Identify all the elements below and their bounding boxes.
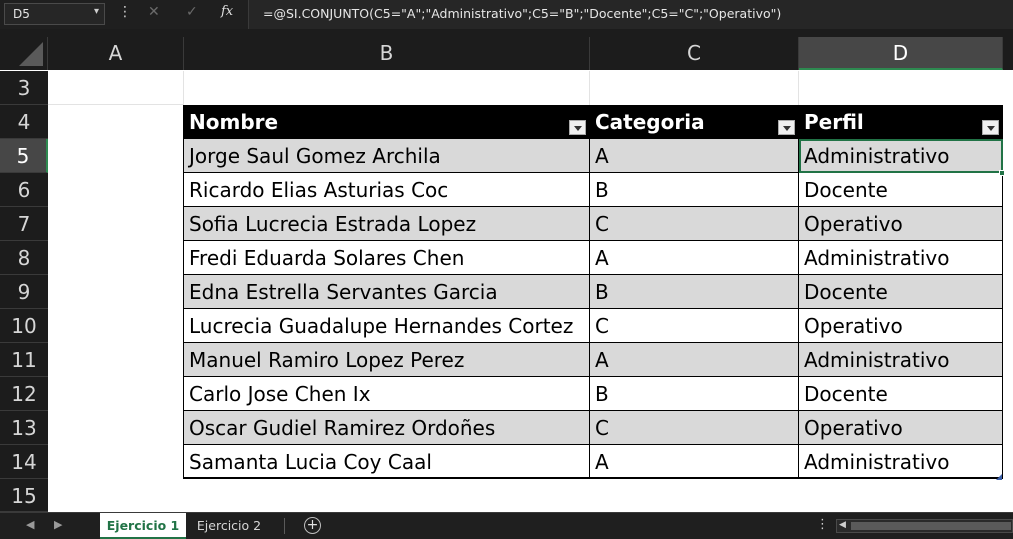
sheet-tab-bar [0,512,1013,539]
insert-function-button[interactable]: fx [221,4,234,19]
filter-dropdown-icon[interactable] [778,120,795,135]
row-header-8[interactable]: 8 [0,241,48,275]
tab-ejercicio-1[interactable]: Ejercicio 1 [100,513,186,539]
column-header-d[interactable]: D [799,37,1003,70]
table-border [183,105,184,479]
formula-bar [0,0,1013,29]
select-all-button[interactable] [0,37,48,70]
fill-handle[interactable] [999,170,1005,176]
table-header-label: Nombre [189,110,279,134]
column-header-c[interactable]: C [590,37,799,70]
tab-divider [284,518,285,534]
table-cell-nombre[interactable]: Sofia Lucrecia Estrada Lopez [184,207,590,241]
table-cell-perfil[interactable]: Docente [799,377,1003,411]
row-header-7[interactable]: 7 [0,207,48,241]
filter-dropdown-icon[interactable] [569,120,586,135]
table-cell-categoria[interactable]: A [590,343,799,377]
scroll-left-icon[interactable]: ◀ [839,520,846,530]
table-cell-nombre[interactable]: Carlo Jose Chen Ix [184,377,590,411]
row-header-9[interactable]: 9 [0,275,48,309]
vertical-dots-icon[interactable]: ⋮ [816,517,829,532]
tab-ejercicio-2[interactable]: Ejercicio 2 [196,518,262,533]
row-header-4[interactable]: 4 [0,105,48,139]
row-header-13[interactable]: 13 [0,411,48,445]
table-cell-categoria[interactable]: C [590,411,799,445]
vertical-dots-icon[interactable]: ⋮ [118,4,132,20]
row-header-12[interactable]: 12 [0,377,48,411]
horizontal-scrollbar[interactable] [836,519,1013,533]
table-header-perfil [799,105,1003,139]
table-cell-categoria[interactable]: B [590,377,799,411]
row-header-10[interactable]: 10 [0,309,48,343]
table-cell-perfil[interactable]: Operativo [799,309,1003,343]
table-cell-perfil[interactable]: Administrativo [799,241,1003,275]
close-icon[interactable]: ✕ [148,4,160,20]
plus-circle-icon[interactable]: + [304,517,321,534]
table-cell-perfil[interactable]: Operativo [799,207,1003,241]
table-cell-perfil[interactable]: Operativo [799,411,1003,445]
table-header-label: Perfil [804,110,864,134]
column-header-a[interactable]: A [48,37,184,70]
row-header-14[interactable]: 14 [0,445,48,479]
check-icon[interactable]: ✓ [186,4,198,20]
table-resize-handle[interactable] [996,474,1002,480]
row-header-3[interactable]: 3 [0,71,48,105]
chevron-down-icon[interactable]: ▾ [93,6,99,17]
table-cell-perfil[interactable]: Administrativo [799,445,1003,479]
table-cell-nombre[interactable]: Fredi Eduarda Solares Chen [184,241,590,275]
table-cell-perfil[interactable]: Administrativo [799,343,1003,377]
table-header-nombre [184,105,590,139]
table-header-categoria [590,105,799,139]
table-cell-categoria[interactable]: A [590,445,799,479]
table-cell-categoria[interactable]: B [590,173,799,207]
gridline [798,71,799,105]
table-cell-nombre[interactable]: Edna Estrella Servantes Garcia [184,275,590,309]
table-cell-perfil[interactable]: Docente [799,173,1003,207]
column-header-row [0,37,1013,70]
table-cell-categoria[interactable]: B [590,275,799,309]
table-cell-nombre[interactable]: Samanta Lucia Coy Caal [184,445,590,479]
table-cell-nombre[interactable]: Manuel Ramiro Lopez Perez [184,343,590,377]
toolbar-spacer [0,29,1013,37]
table-cell-perfil[interactable]: Docente [799,275,1003,309]
table-cell-categoria[interactable]: C [590,309,799,343]
row-header-15[interactable]: 15 [0,479,48,512]
table-cell-nombre[interactable]: Jorge Saul Gomez Archila [184,139,590,173]
next-sheet-icon[interactable]: ▶ [54,518,63,531]
filter-dropdown-icon[interactable] [982,120,999,135]
gridline [48,104,184,105]
table-cell-nombre[interactable]: Lucrecia Guadalupe Hernandes Cortez [184,309,590,343]
formula-input[interactable]: =@SI.CONJUNTO(C5="A";"Administrativo";C5="B";"Docente";C5="C";"Operativo") [248,0,1013,29]
column-header-b[interactable]: B [184,37,590,70]
gridline [589,71,590,105]
name-box-value: D5 [13,7,30,21]
row-header-5[interactable]: 5 [0,139,48,173]
table-header-label: Categoria [595,110,705,134]
scrollbar-thumb[interactable] [851,522,1011,530]
table-cell-nombre[interactable]: Oscar Gudiel Ramirez Ordoñes [184,411,590,445]
gridline [183,71,184,105]
table-cell-categoria[interactable]: A [590,241,799,275]
table-cell-nombre[interactable]: Ricardo Elias Asturias Coc [184,173,590,207]
name-box[interactable] [4,3,105,25]
row-header-6[interactable]: 6 [0,173,48,207]
table-cell-categoria[interactable]: C [590,207,799,241]
table-cell-categoria[interactable]: A [590,139,799,173]
table-cell-perfil-selected[interactable]: Administrativo [799,139,1003,173]
previous-sheet-icon[interactable]: ◀ [26,518,35,531]
row-header-11[interactable]: 11 [0,343,48,377]
